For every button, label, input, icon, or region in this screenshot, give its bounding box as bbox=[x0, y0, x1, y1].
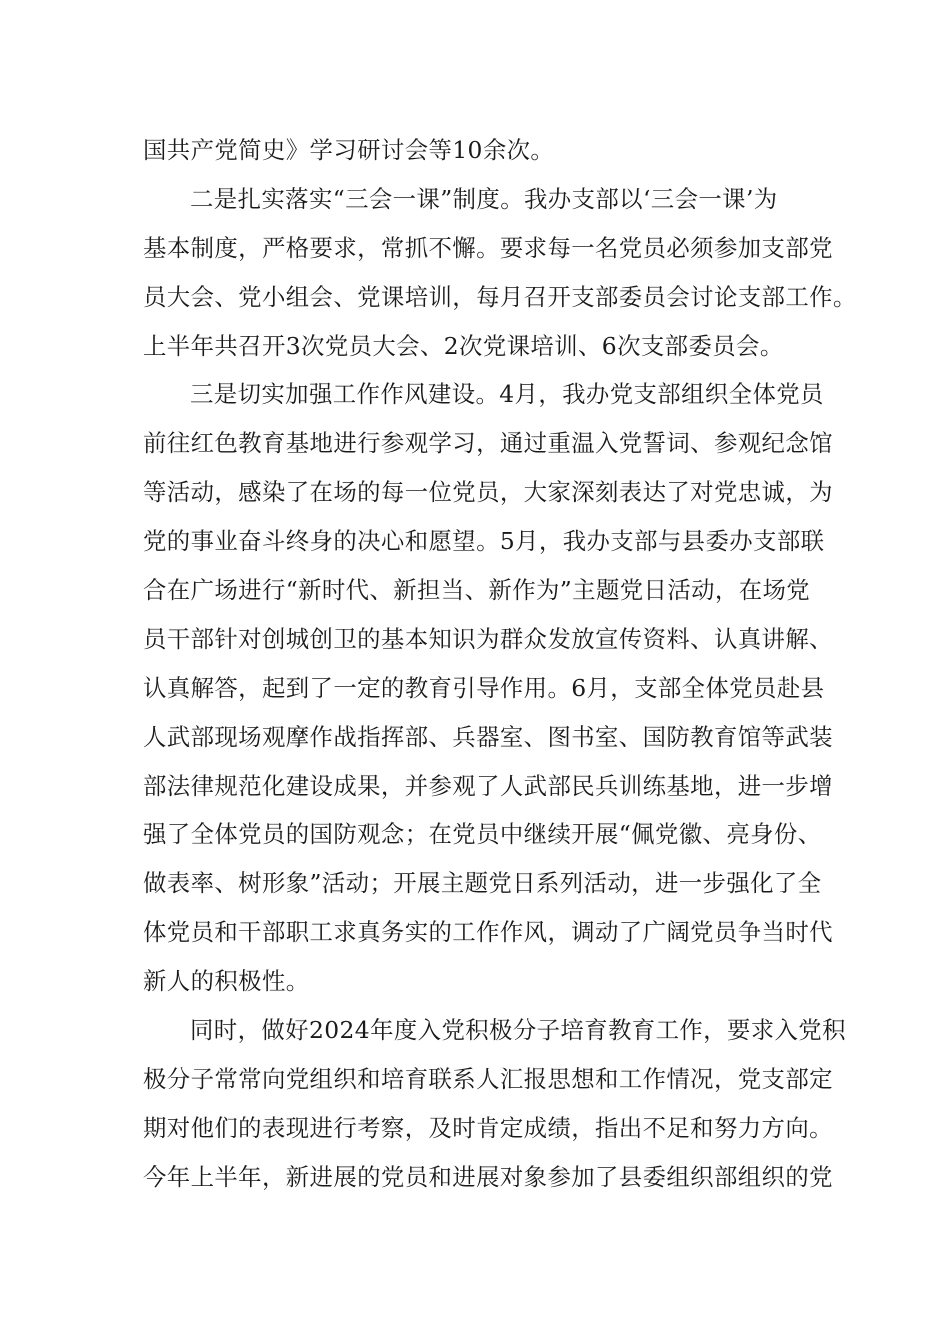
text-line: 极分子常常向党组织和培育联系人汇报思想和工作情况，党支部定 bbox=[143, 1064, 833, 1093]
text-line: 前往红色教育基地进行参观学习，通过重温入党誓词、参观纪念馆 bbox=[143, 429, 833, 458]
text-line: 人武部现场观摩作战指挥部、兵器室、图书室、国防教育馆等武装 bbox=[143, 722, 833, 751]
text-line: 今年上半年，新进展的党员和进展对象参加了县委组织部组织的党 bbox=[143, 1162, 833, 1191]
text-line: 基本制度，严格要求，常抓不懈。要求每一名党员必须参加支部党 bbox=[143, 233, 833, 262]
text-line: 国共产党简史》学习研讨会等10余次。 bbox=[143, 136, 555, 164]
body-text bbox=[143, 126, 857, 1202]
text-line: 员大会、党小组会、党课培训，每月召开支部委员会讨论支部工作。 bbox=[143, 282, 857, 311]
text-line: 合在广场进行“新时代、新担当、新作为”主题党日活动，在场党 bbox=[143, 576, 811, 605]
text-line: 做表率、树形象”活动；开展主题党日系列活动，进一步强化了全 bbox=[143, 869, 822, 898]
text-line: 新人的积极性。 bbox=[143, 967, 310, 996]
paragraph-first-line: 二是扎实落实“三会一课”制度。我办支部以‘三会一课’为 bbox=[190, 184, 778, 213]
paragraph-first-line: 三是切实加强工作作风建设。4月，我办党支部组织全体党员 bbox=[190, 380, 824, 409]
text-line: 上半年共召开3次党员大会、2次党课培训、6次支部委员会。 bbox=[143, 331, 784, 360]
text-line: 部法律规范化建设成果，并参观了人武部民兵训练基地，进一步增 bbox=[143, 771, 833, 800]
text-line: 强了全体党员的国防观念；在党员中继续开展“佩党徽、亮身份、 bbox=[143, 820, 822, 849]
paragraph-first-line: 同时，做好2024年度入党积极分子培育教育工作，要求入党积 bbox=[190, 1016, 846, 1045]
text-line: 体党员和干部职工求真务实的工作作风，调动了广阔党员争当时代 bbox=[143, 918, 833, 947]
text-line: 员干部针对创城创卫的基本知识为群众发放宣传资料、认真讲解、 bbox=[143, 624, 833, 653]
text-line: 等活动，感染了在场的每一位党员，大家深刻表达了对党忠诚，为 bbox=[143, 478, 833, 507]
text-line: 期对他们的表现进行考察，及时肯定成绩，指出不足和努力方向。 bbox=[143, 1113, 833, 1142]
text-line: 认真解答，起到了一定的教育引导作用。6月，支部全体党员赴县 bbox=[143, 673, 825, 702]
text-line: 党的事业奋斗终身的决心和愿望。5月，我办支部与县委办支部联 bbox=[143, 527, 825, 556]
